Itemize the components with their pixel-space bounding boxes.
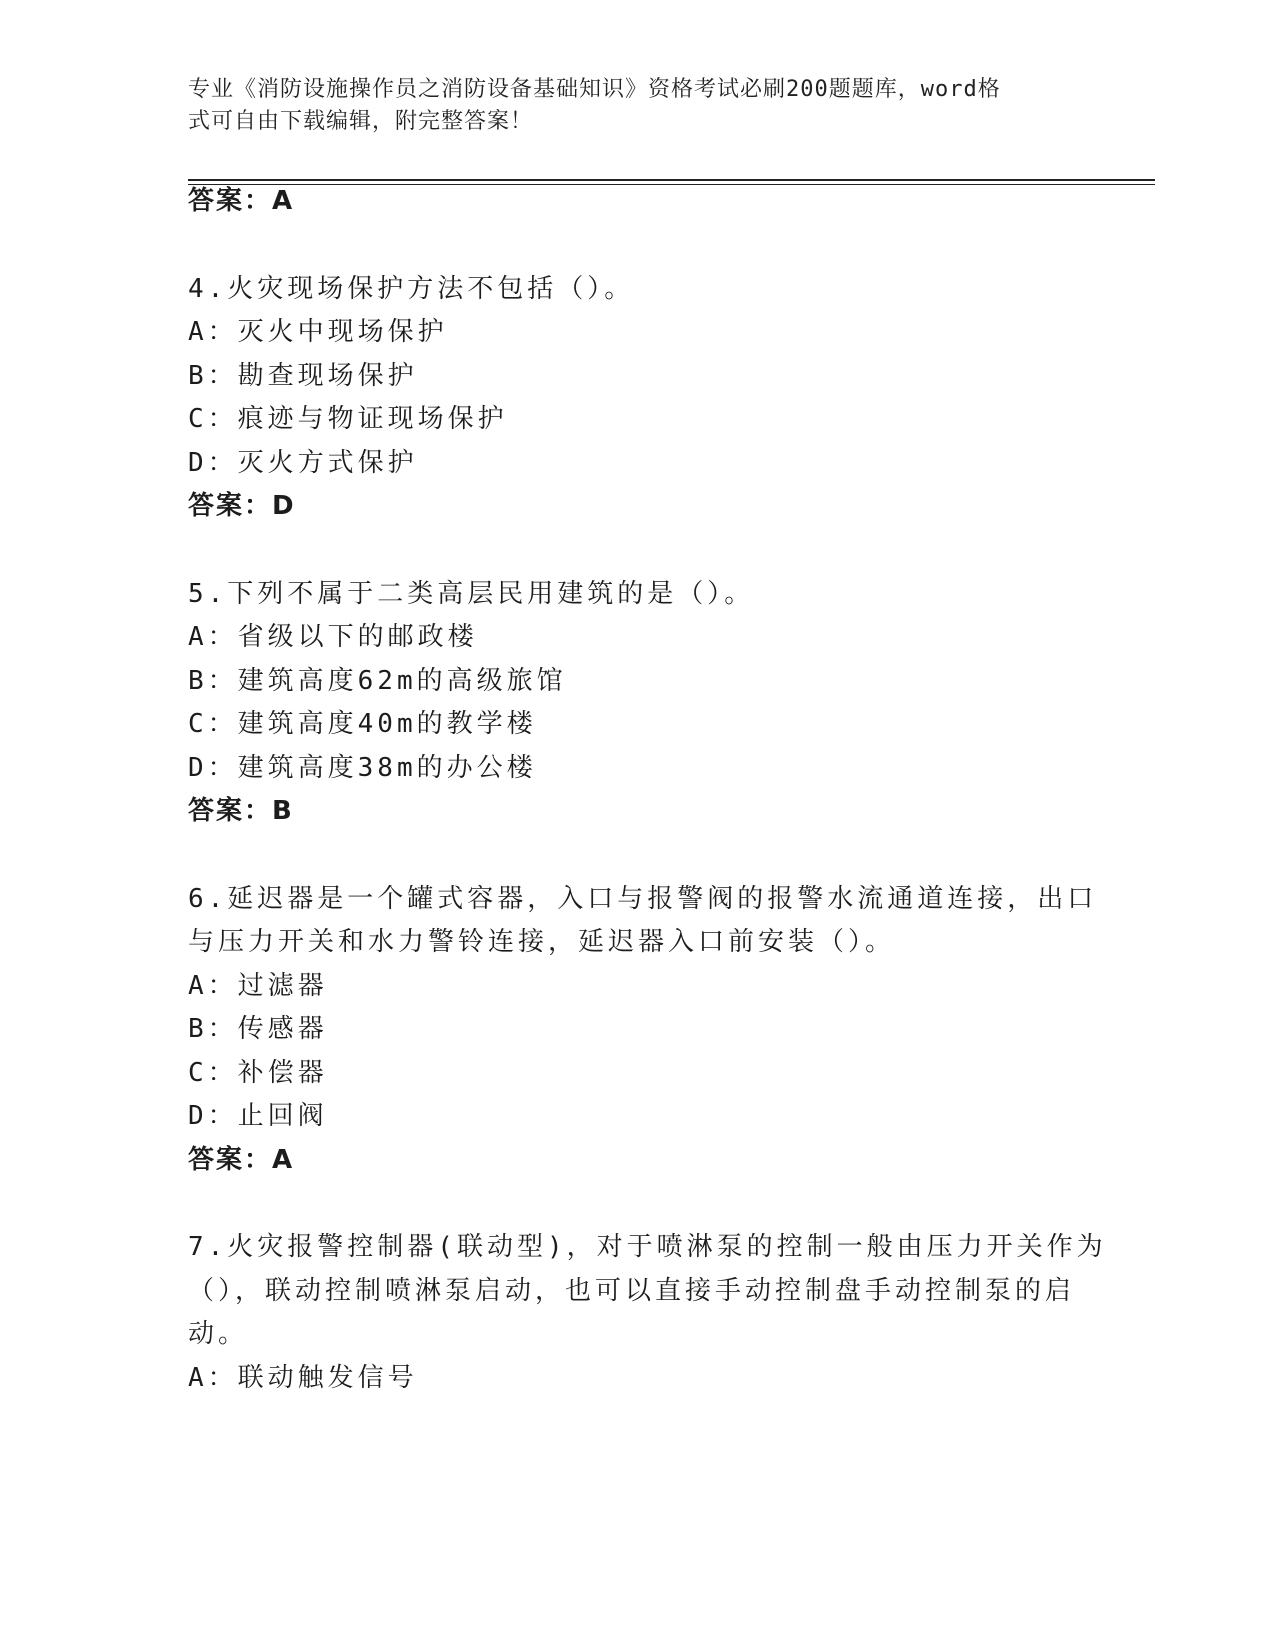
option-d: D：灭火方式保护 [188,448,418,478]
header-line-2: 式可自由下载编辑，附完整答案！ [188,109,534,134]
question-stem: 6.延迟器是一个罐式容器，入口与报警阀的报警水流通道连接，出口 [188,884,1098,914]
answer-line: 答案：A [188,1145,295,1175]
question-stem: 7.火灾报警控制器(联动型)，对于喷淋泵的控制一般由压力开关作为 [188,1232,1107,1262]
option-b: B：传感器 [188,1014,328,1044]
option-b: B：建筑高度62m的高级旅馆 [188,666,567,696]
option-b: B：勘查现场保护 [188,361,418,391]
header-divider-thin [188,184,1155,185]
question-stem-cont: 动。 [188,1319,249,1349]
question-stem: 5.下列不属于二类高层民用建筑的是（）。 [188,579,755,609]
option-a: A：过滤器 [188,971,328,1001]
option-c: C：痕迹与物证现场保护 [188,404,508,434]
option-d: D：建筑高度38m的办公楼 [188,753,537,783]
document-header [188,74,1068,138]
answer-line: 答案：A [188,186,295,216]
question-stem-cont: （），联动控制喷淋泵启动，也可以直接手动控制盘手动控制泵的启 [188,1276,1076,1306]
option-a: A：灭火中现场保护 [188,317,448,347]
question-stem-cont: 与压力开关和水力警铃连接，延迟器入口前安装（）。 [188,927,896,957]
option-c: C：建筑高度40m的教学楼 [188,709,537,739]
option-a: A：联动触发信号 [188,1363,418,1393]
question-stem: 4.火灾现场保护方法不包括（）。 [188,274,635,304]
header-line-1: 专业《消防设施操作员之消防设备基础知识》资格考试必刷200题题库，word格 [188,77,1001,102]
answer-line: 答案：D [188,491,296,521]
header-divider [188,179,1155,181]
answer-line: 答案：B [188,796,294,826]
option-a: A：省级以下的邮政楼 [188,622,478,652]
option-d: D：止回阀 [188,1101,328,1131]
option-c: C：补偿器 [188,1058,328,1088]
